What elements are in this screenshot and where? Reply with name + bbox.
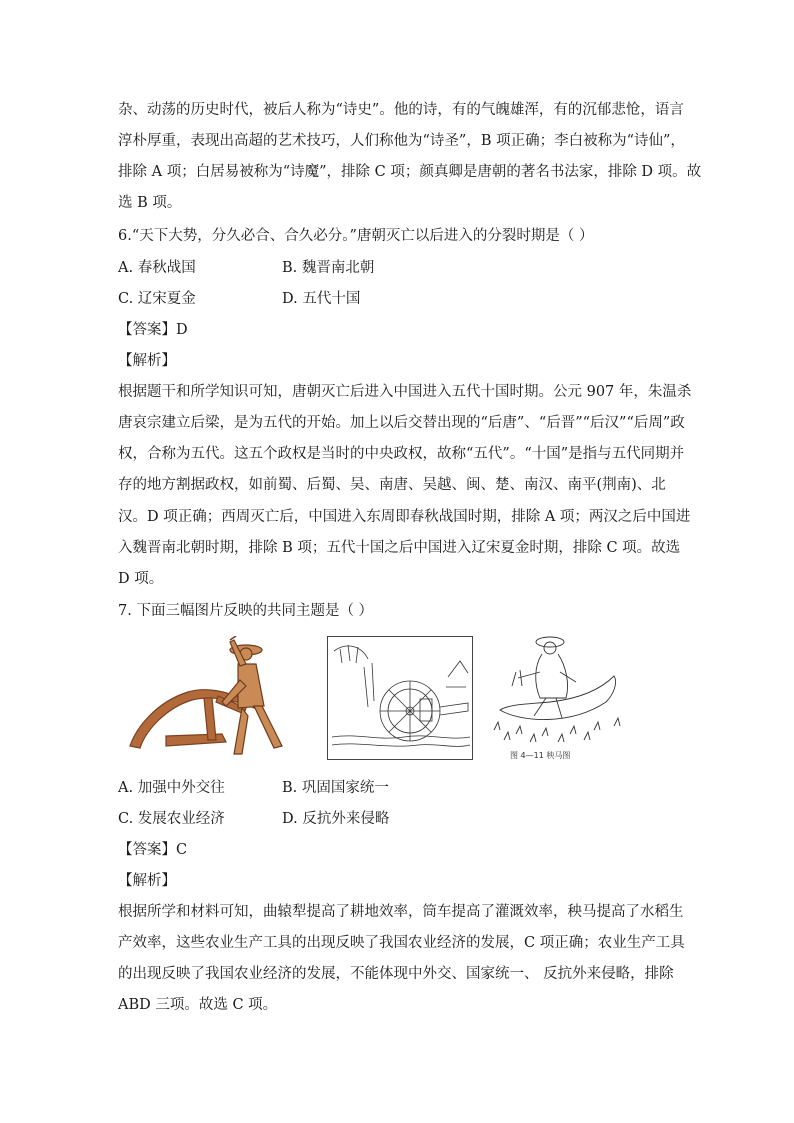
q7-answer: 【答案】C	[118, 842, 188, 858]
q6-option-b: B. 魏晋南北朝	[282, 260, 375, 276]
q7-analysis-line: ABD 三项。故选 C 项。	[118, 997, 278, 1013]
q7-option-b: B. 巩固国家统一	[282, 780, 389, 796]
q6-analysis-line: 汉。D 项正确；西周灭亡后，中国进入东周即春秋战国时期，排除 A 项；两汉之后中国进	[118, 509, 691, 525]
prev-explanation-line: 杂、动荡的历史时代，被后人称为“诗史”。他的诗，有的气魄雄浑，有的沉郁悲怆，语言	[118, 102, 684, 118]
q7-option-c: C. 发展农业经济	[118, 811, 225, 827]
prev-explanation-line: 淳朴厚重，表现出高超的艺术技巧，人们称他为“诗圣”，B 项正确；李白被称为“诗仙”，	[118, 133, 685, 149]
q6-analysis-line: 存的地方割据政权，如前蜀、后蜀、吴、南唐、吴越、闽、楚、南汉、南平(荆南)、北	[118, 477, 666, 493]
q6-option-a: A. 春秋战国	[118, 260, 196, 276]
q6-analysis-heading: 【解析】	[118, 353, 176, 369]
question-6-stem: 6.“天下大势，分久必合、合久必分。”唐朝灭亡以后进入的分裂时期是（ ）	[118, 228, 594, 244]
water-wheel-illustration	[327, 636, 473, 760]
q6-option-d: D. 五代十国	[282, 291, 361, 307]
q6-analysis-line: D 项。	[118, 571, 164, 587]
figure-3-caption: 图 4—11 秧马图	[510, 751, 571, 760]
q6-analysis-line: 唐哀宗建立后梁，是为五代的开始。加上以后交替出现的“后唐”、“后晋”“后汉”“后周”政	[118, 415, 685, 431]
prev-explanation-line: 排除 A 项；白居易被称为“诗魔”，排除 C 项；颜真卿是唐朝的著名书法家，排除 D 项。故	[118, 164, 702, 180]
q7-option-d: D. 反抗外来侵略	[282, 811, 390, 827]
question-7-stem: 7. 下面三幅图片反映的共同主题是（ ）	[118, 603, 374, 619]
q6-option-c: C. 辽宋夏金	[118, 291, 196, 307]
q6-analysis-line: 根据题干和所学知识可知，唐朝灭亡后进入中国进入五代十国时期。公元 907 年，朱温杀	[118, 384, 692, 400]
q7-analysis-line: 产效率，这些农业生产工具的出现反映了我国农业经济的发展，C 项正确；农业生产工具	[118, 935, 685, 951]
q6-analysis-line: 权，合称为五代。这五个政权是当时的中央政权，故称“五代”。“十国”是指与五代同期并	[118, 446, 685, 462]
q7-analysis-line: 的出现反映了我国农业经济的发展，不能体现中外交、国家统一、 反抗外来侵略，排除	[118, 966, 674, 982]
q7-option-a: A. 加强中外交往	[118, 780, 225, 796]
q7-analysis-line: 根据所学和材料可知，曲辕犁提高了耕地效率，筒车提高了灌溉效率，秧马提高了水稻生	[118, 904, 684, 920]
q7-figures	[118, 632, 678, 772]
q7-analysis-heading: 【解析】	[118, 873, 176, 889]
q6-analysis-line: 入魏晋南北朝时期，排除 B 项；五代十国之后中国进入辽宋夏金时期，排除 C 项。故选	[118, 540, 681, 556]
curved-plough-illustration	[126, 636, 312, 760]
prev-explanation-line: 选 B 项。	[118, 195, 182, 211]
q6-answer: 【答案】D	[118, 322, 188, 338]
rice-seedling-boat-illustration	[490, 632, 630, 764]
